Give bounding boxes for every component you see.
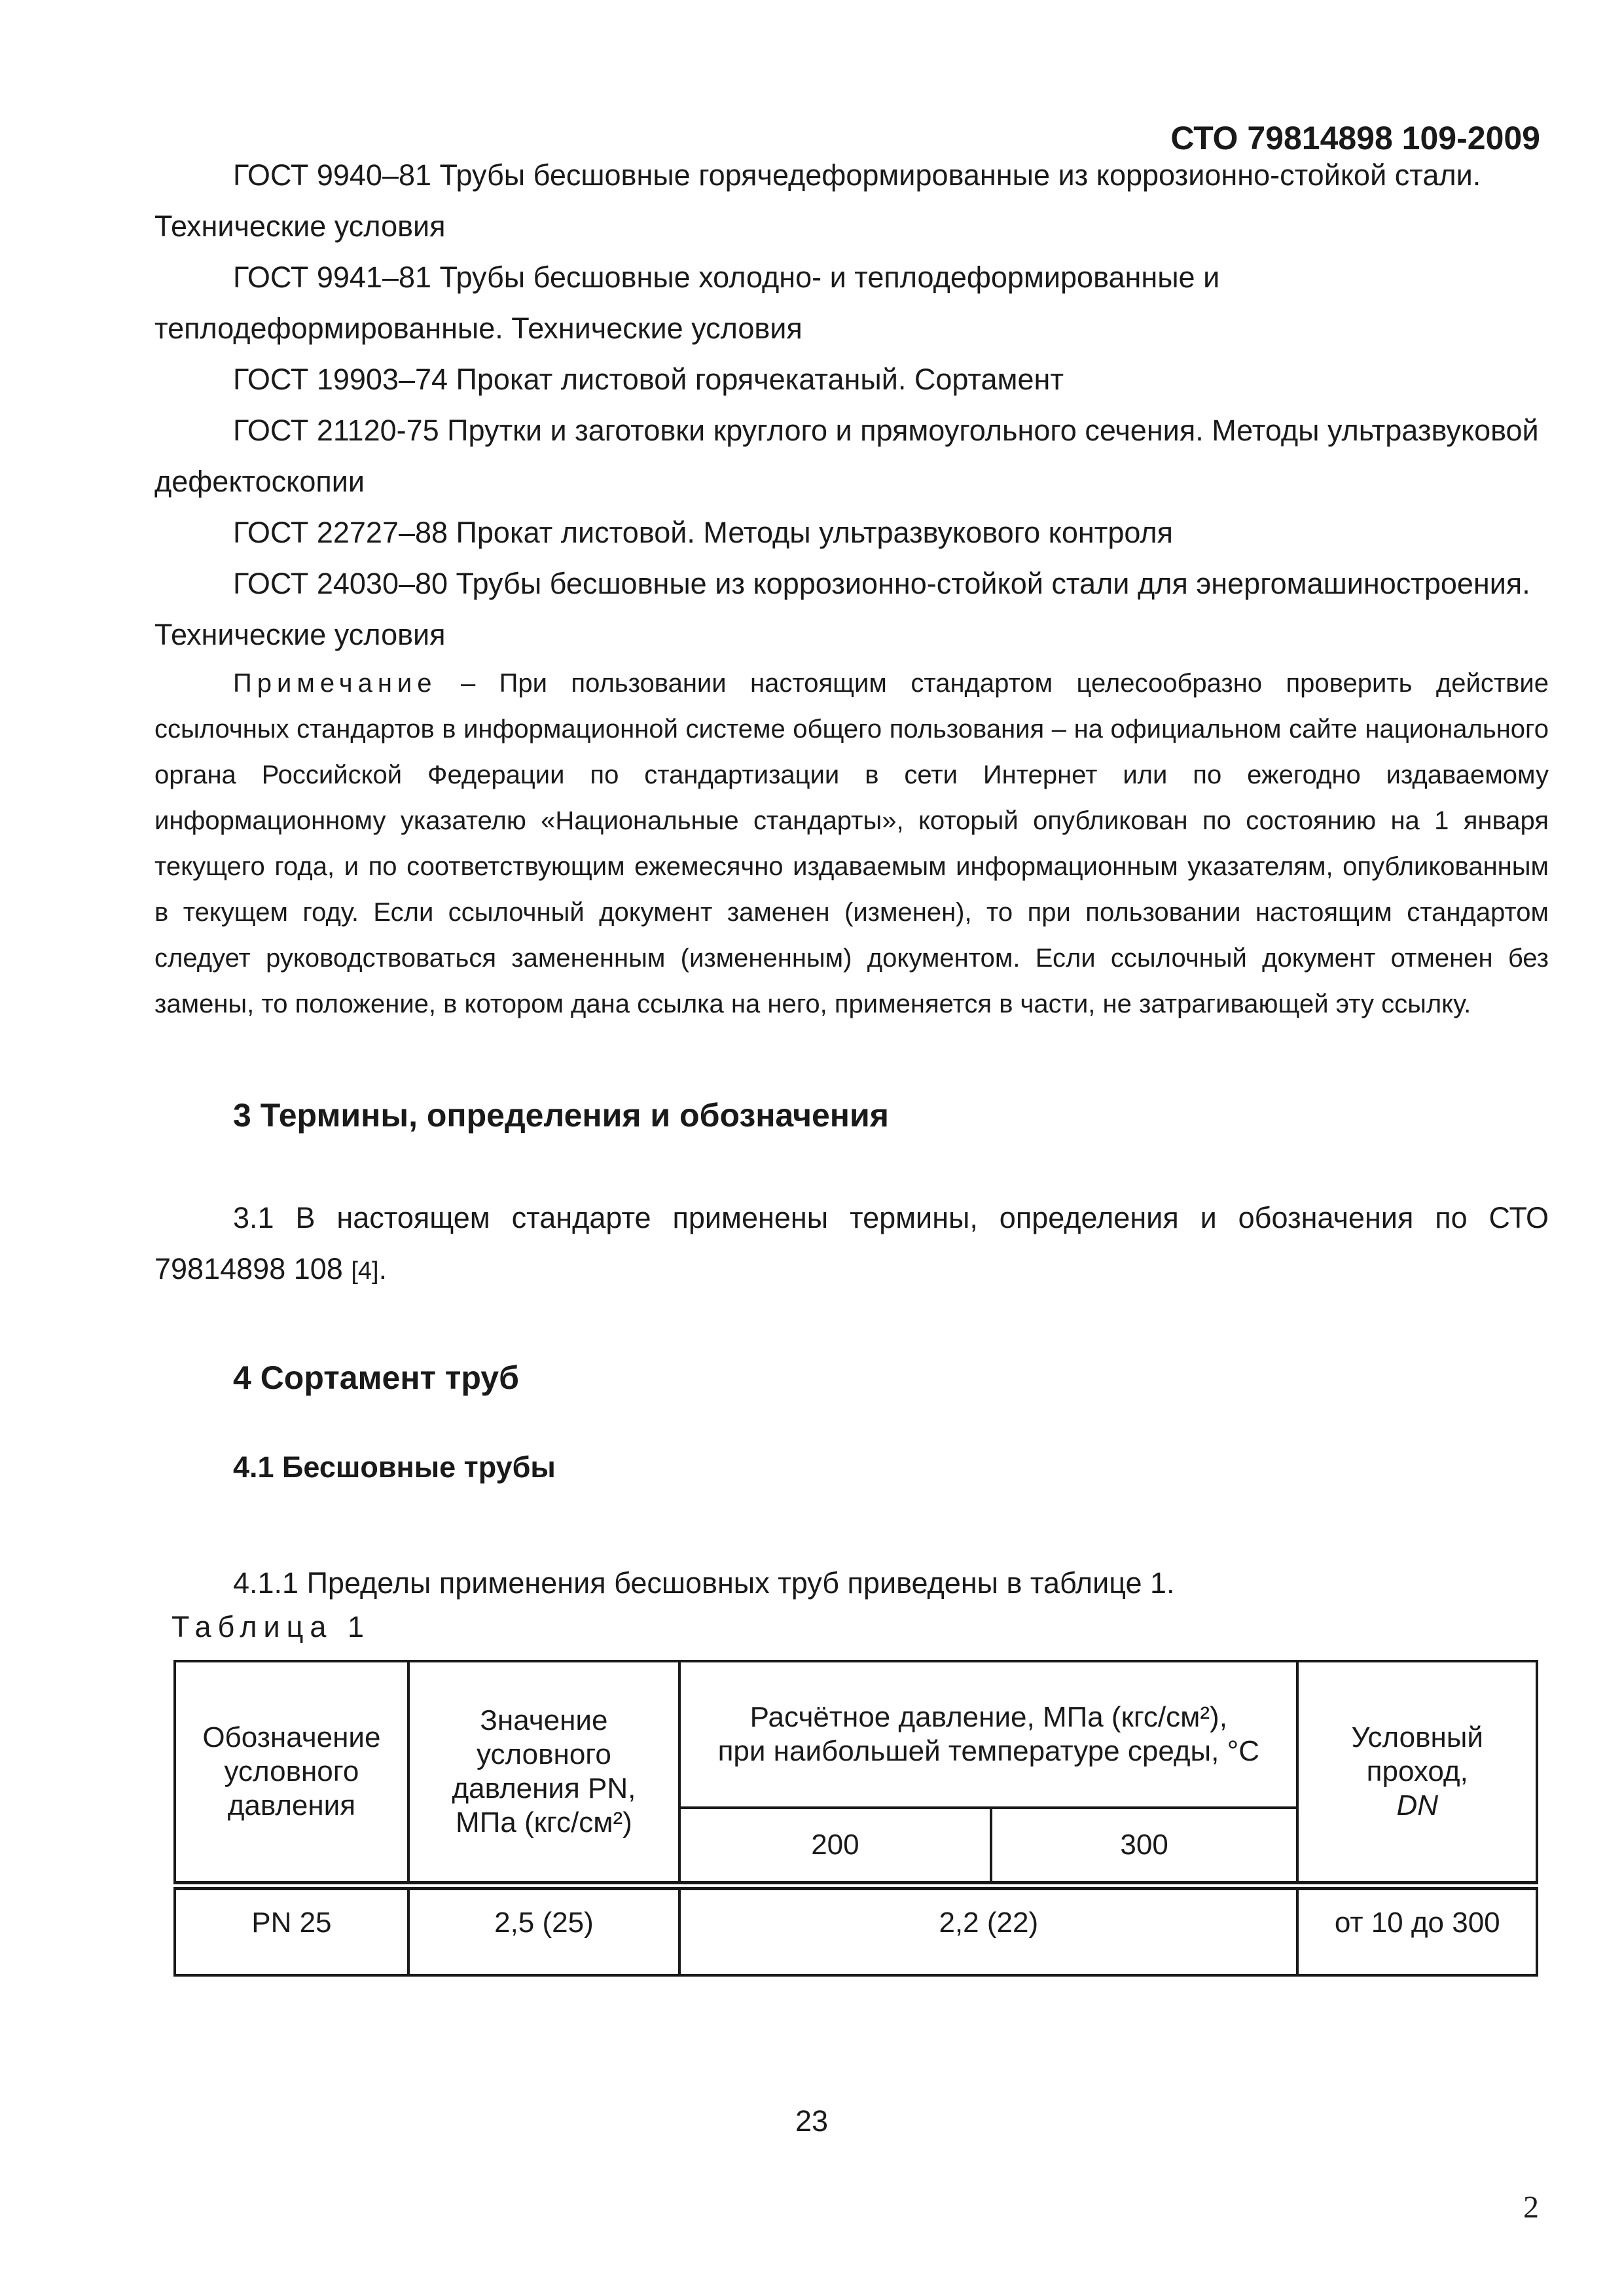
reference-item: ГОСТ 9941–81 Трубы бесшовные холодно- и теплодеформированные и теплодеформированные. Технические условия bbox=[154, 260, 1220, 345]
header-designation: Обозначение условного давления bbox=[175, 1661, 408, 1886]
references-note bbox=[154, 660, 1549, 1027]
header-nominal-bore-line1: Условный проход, bbox=[1351, 1721, 1483, 1787]
reference-item: ГОСТ 19903–74 Прокат листовой горячекатаный. Сортамент bbox=[233, 363, 1064, 396]
normative-references bbox=[154, 150, 1549, 1027]
section-4-heading: 4 Сортамент труб bbox=[233, 1359, 519, 1396]
header-nominal-bore-line2: DN bbox=[1396, 1789, 1439, 1821]
page-number: 23 bbox=[795, 2104, 829, 2138]
section-3-body bbox=[154, 1193, 1549, 1297]
header-design-pressure-line2: при наибольшей температуре среды, °С bbox=[717, 1735, 1259, 1767]
sheet-number: 2 bbox=[1523, 2190, 1539, 2225]
header-nominal-pressure: Значение условного давления PN, МПа (кгс/см²) bbox=[408, 1661, 679, 1886]
cell-nominal-pressure: 2,5 (25) bbox=[408, 1886, 679, 1975]
cell-design-pressure: 2,2 (22) bbox=[679, 1886, 1297, 1975]
table-header-row bbox=[175, 1661, 1537, 1808]
cell-designation: PN 25 bbox=[175, 1886, 408, 1975]
header-design-pressure-line1: Расчётное давление, МПа (кгс/см²), bbox=[749, 1701, 1227, 1733]
document-code: СТО 79814898 109-2009 bbox=[1170, 120, 1540, 156]
section-4-body bbox=[154, 1558, 1549, 1609]
header-nominal-bore bbox=[1297, 1661, 1537, 1886]
section-4-1-heading: 4.1 Бесшовные трубы bbox=[233, 1450, 556, 1484]
section-3-1-end: . bbox=[378, 1252, 388, 1285]
table-row bbox=[175, 1886, 1537, 1975]
table-caption: Таблица 1 bbox=[171, 1610, 370, 1643]
note-label: Примечание bbox=[233, 669, 437, 698]
reference-item: ГОСТ 21120-75 Прутки и заготовки круглого и прямоугольного сечения. Методы ультразвуковой дефектоскопии bbox=[154, 414, 1539, 498]
section-3-1-paragraph bbox=[154, 1193, 1549, 1297]
reference-item: ГОСТ 22727–88 Прокат листовой. Методы ультразвукового контроля bbox=[233, 516, 1174, 549]
note-dash: – bbox=[437, 669, 499, 698]
header-design-pressure bbox=[679, 1661, 1297, 1808]
note-text: При пользовании настоящим стандартом целесообразно проверить действие ссылочных стандартов в информационной системе общего пользования – на официальном сайте национального органа Российской Федерации по стандартизации в сети Интернет или по ежегодно издаваемому информационному указателю «Национальные стандарты», который опубликован по состоянию на 1 января текущего года, и по соответствующим ежемесячно издаваемым информационным указателям, опубликованным в текущем году. Если ссылочный документ заменен (изменен), то при пользовании настоящим стандартом следует руководствоваться замененным (измененным) документом. Если ссылочный документ отменен без замены, то положение, в котором дана ссылка на него, применяется в части, не затрагивающей эту ссылку. bbox=[154, 669, 1549, 1018]
section-4-1-1-paragraph: 4.1.1 Пределы применения бесшовных труб приведены в таблице 1. bbox=[233, 1566, 1175, 1600]
cell-nominal-bore: от 10 до 300 bbox=[1297, 1886, 1537, 1975]
header-temp-200: 200 bbox=[679, 1808, 991, 1886]
section-3-1-text: 3.1 В настоящем стандарте применены термины, определения и обозначения по СТО 79814898 108 bbox=[154, 1201, 1549, 1285]
header-temp-300: 300 bbox=[991, 1808, 1298, 1886]
section-3-heading: 3 Термины, определения и обозначения bbox=[233, 1097, 889, 1134]
reference-item: ГОСТ 9940–81 Трубы бесшовные горячедеформированные из коррозионно-стойкой стали. Технические условия bbox=[154, 158, 1481, 243]
pipe-table bbox=[173, 1660, 1538, 1977]
citation-ref: [4] bbox=[351, 1257, 379, 1285]
reference-item: ГОСТ 24030–80 Трубы бесшовные из коррозионно-стойкой стали для энергомашиностроения. Технические условия bbox=[154, 567, 1530, 651]
